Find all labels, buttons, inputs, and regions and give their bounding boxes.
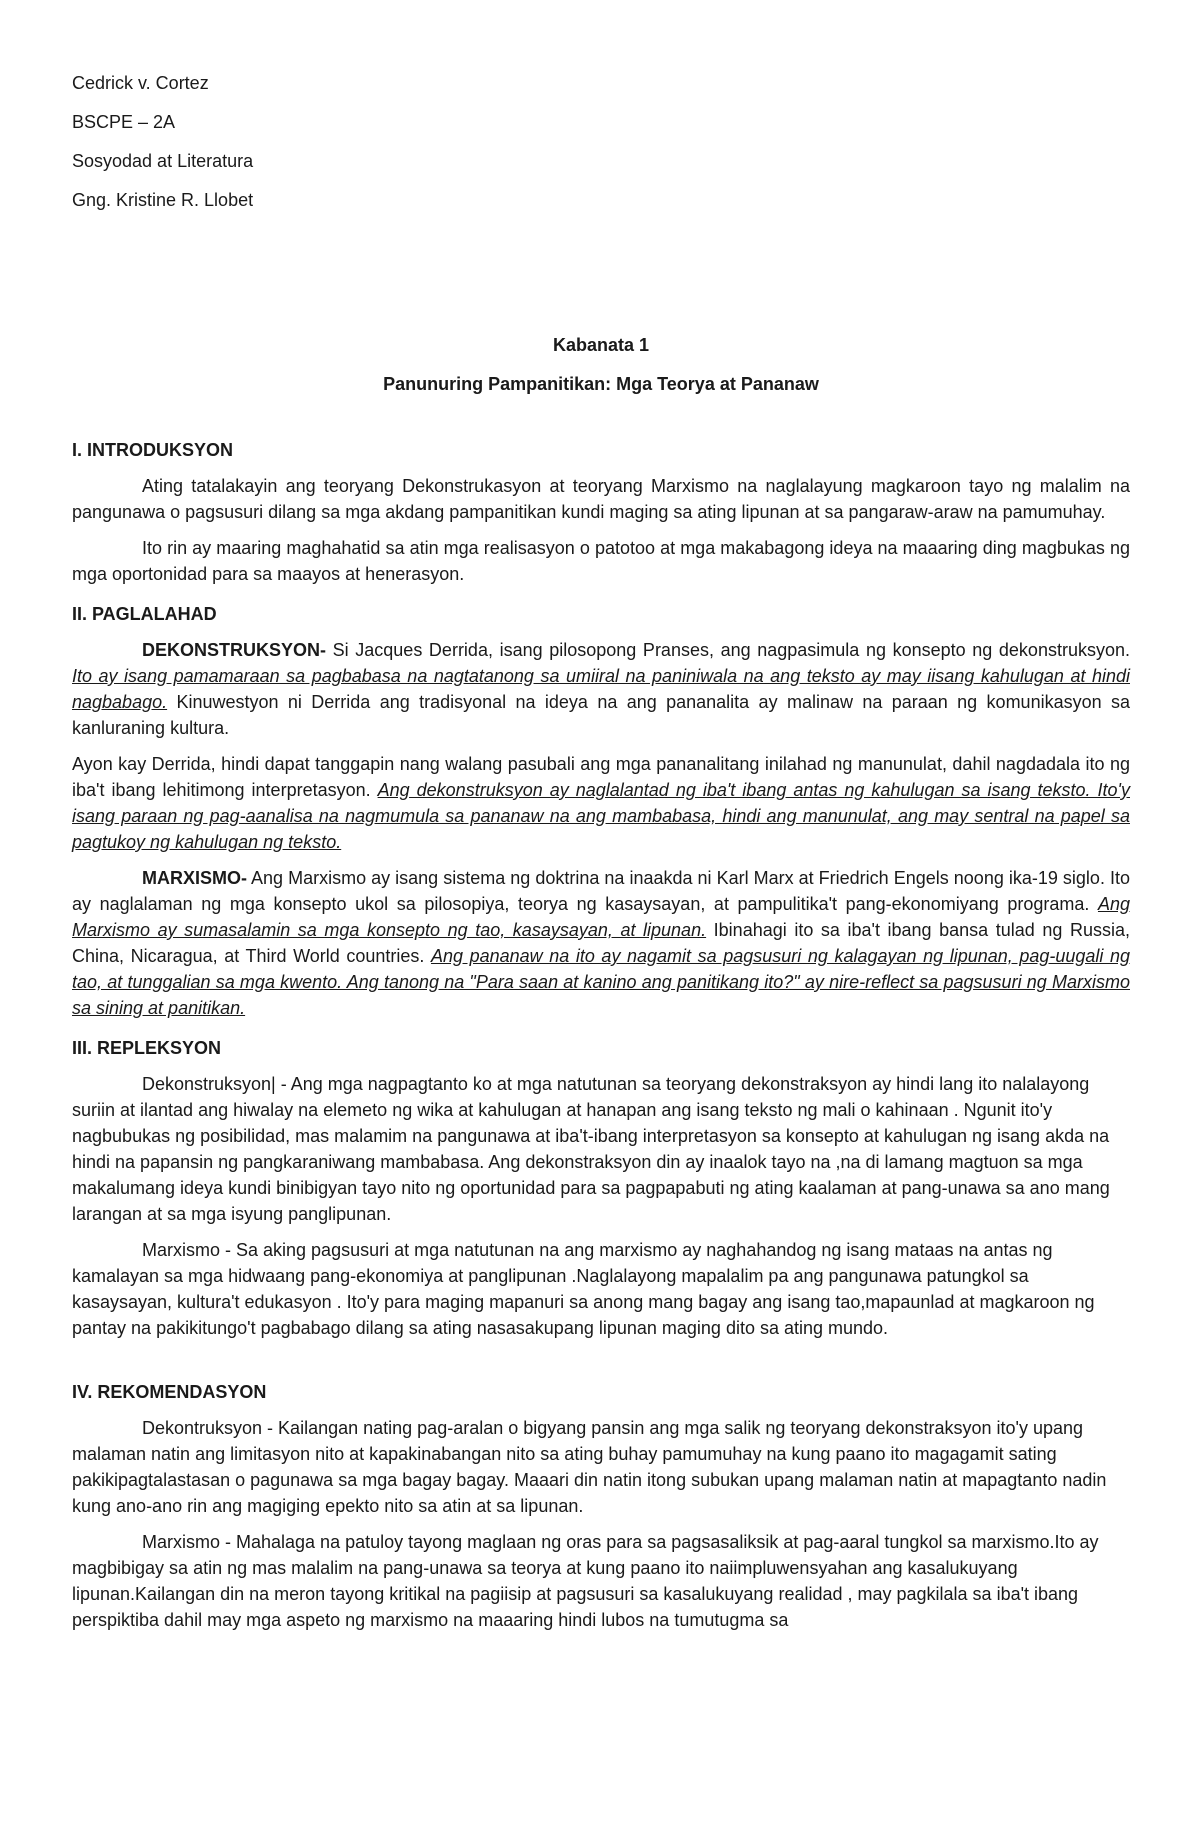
repleksyon-paragraph-1: Dekonstruksyon| - Ang mga nagpagtanto ko at mga natutunan sa teoryang dekonstraksyon ay hindi lang ito nalalayong suriin at ilantad ang hiwalay na elemeto ng wika at kahulugan at hanapan ang isang teksto ng mali o kahinaan . Ngunit ito'y nagbubukas ng posibilidad, mas malamim na pangunawa at iba't-ibang interpretasyon sa konsepto at kahulugan ng isang akda na hindi na papansin ng pangkaraniwang mambabasa. Ang dekonstraksyon din ay inaalok tayo na ,na di lamang magtuon sa mga makalumang ideya kundi binibigyan tayo nito ng oportunidad para sa pagpapabuti ng ating kaalaman at pang-unawa sa ano mang larangan at sa mga isyung panglipunan. bbox=[72, 1074, 1110, 1224]
teacher-name: Gng. Kristine R. Llobet bbox=[72, 190, 254, 210]
marxismo-paragraph bbox=[72, 865, 1130, 1021]
dekonstruksyon-text-a: Si Jacques Derrida, isang pilosopong Pranses, ang nagpasimula ng konsepto ng dekonstruksyon. bbox=[326, 640, 1130, 660]
chapter-label: Kabanata 1 bbox=[552, 335, 650, 355]
dekonstruksyon-text-c: Kinuwestyon ni Derrida ang tradisyonal na ideya na ang pananalita ay malinaw na paraan ng komunikasyon sa kanluraning kultura. bbox=[72, 692, 1130, 738]
subject-name: Sosyodad at Literatura bbox=[72, 151, 254, 171]
ayon-text-a: Ayon kay Derrida, hindi dapat tanggapin nang walang pasubali ang mga pananalitang inilahad ng manunulat, dahil nagdadala ito ng iba't ibang lehitimong interpretasyon. bbox=[72, 754, 1130, 800]
section-heading-introduksyon: I. INTRODUKSYON bbox=[72, 440, 234, 460]
author-info bbox=[72, 70, 1130, 213]
introduksyon-paragraph-1: Ating tatalakayin ang teoryang Dekonstrukasyon at teoryang Marxismo na naglalayung magkaroon tayo ng malalim na pangunawa o pagsusuri dilang sa mga akdang pampanitikan kundi maging sa ating lipunan at sa pangaraw-araw na pamumuhay. bbox=[72, 476, 1130, 522]
repleksyon-paragraph-2: Marxismo - Sa aking pagsusuri at mga natutunan na ang marxismo ay naghahandog ng isang mataas na antas ng kamalayan sa mga hidwaang pang-ekonomiya at panglipunan .Naglalayong mapalalim pa ang pangunawa patungkol sa kasaysayan, kultura't edukasyon . Ito'y para maging mapanuri sa anong mang bagay ang isang tao,mapaunlad at magkaroon ng pantay na pakikitungo't pagbabago dilang sa ating nasasakupang lipunan maging dito sa ating mundo. bbox=[72, 1240, 1095, 1338]
document-title bbox=[72, 332, 1130, 397]
ayon-emphasis: Ang dekonstruksyon ay naglalantad ng iba't ibang antas ng kahulugan sa isang teksto. Ito'y isang paraan ng pag-aanalisa na nagmumula sa pananaw na ang mambabasa, hindi ang manunulat, ang may sentral na papel sa pagtukoy ng kahulugan ng teksto. bbox=[72, 780, 1130, 852]
chapter-heading: Panunuring Pampanitikan: Mga Teorya at Pananaw bbox=[383, 374, 819, 394]
marxismo-emphasis-2: Ang pananaw na ito ay nagamit sa pagsusuri ng kalagayan ng lipunan, pag-uugali ng tao, at tunggalian sa mga kwento. Ang tanong na "Para saan at kanino ang panitikang ito?" ay nire-reflect sa pagsusuri ng Marxismo sa sining at panitikan. bbox=[72, 946, 1130, 1018]
marxismo-emphasis-1: Ang Marxismo ay sumasalamin sa mga konsepto ng tao, kasaysayan, at lipunan. bbox=[72, 894, 1130, 940]
rekomendasyon-paragraph-1: Dekontruksyon - Kailangan nating pag-aralan o bigyang pansin ang mga salik ng teoryang dekonstraksyon ito'y upang malaman natin ang limitasyon nito at kapakinabangan nito sa ating buhay pamumuhay na kung paano ito magagamit sating pakikipagtalastasan o pagunawa sa mga bagay bagay. Maaari din natin itong subukan upang malaman natin at mapagtanto nadin kung ano-ano rin ang magiging epekto nito sa atin at sa lipunan. bbox=[72, 1418, 1107, 1516]
section-heading-paglalahad: II. PAGLALAHAD bbox=[72, 604, 217, 624]
marxismo-text-c: Ibinahagi ito sa iba't ibang bansa tulad ng Russia, China, Nicaragua, at Third World countries. bbox=[72, 920, 1131, 966]
marxismo-term: MARXISMO- bbox=[142, 868, 247, 888]
dekonstruksyon-paragraph bbox=[72, 637, 1130, 741]
dekonstruksyon-term: DEKONSTRUKSYON- bbox=[142, 640, 327, 660]
section-heading-rekomendasyon: IV. REKOMENDASYON bbox=[72, 1382, 267, 1402]
marxismo-text-a: Ang Marxismo ay isang sistema ng doktrina na inaakda ni Karl Marx at Friedrich Engels noong ika-19 siglo. Ito ay naglalaman ng mga konsepto ukol sa pilosopiya, teorya ng kasaysayan, at pampulitika't pang-ekonomiyang programa. bbox=[72, 868, 1130, 914]
section-heading-repleksyon: III. REPLEKSYON bbox=[72, 1038, 222, 1058]
introduksyon-paragraph-2: Ito rin ay maaring maghahatid sa atin mga realisasyon o patotoo at mga makabagong ideya na maaaring ding magbukas ng mga oportonidad para sa maayos at henerasyon. bbox=[72, 538, 1130, 584]
rekomendasyon-paragraph-2: Marxismo - Mahalaga na patuloy tayong maglaan ng oras para sa pagsasaliksik at pag-aaral tungkol sa marxismo.Ito ay magbibigay sa atin ng mas malalim na pang-unawa sa teorya at kung paano ito naiimpluwensyahan ang kasalukuyang lipunan.Kailangan din na meron tayong kritikal na pagiisip at pagsusuri sa kasalukuyang realidad , may pagkilala sa iba't ibang perspiktiba dahil may mga aspeto ng marxismo na maaaring hindi lubos na tumutugma sa bbox=[72, 1532, 1099, 1630]
dekonstruksyon-emphasis: Ito ay isang pamamaraan sa pagbabasa na nagtatanong sa umiiral na paniniwala na ang teksto ay may iisang kahulugan at hindi nagbabago. bbox=[72, 666, 1130, 712]
student-name: Cedrick v. Cortez bbox=[72, 73, 209, 93]
ayon-paragraph bbox=[72, 751, 1130, 855]
course-section: BSCPE – 2A bbox=[72, 112, 176, 132]
